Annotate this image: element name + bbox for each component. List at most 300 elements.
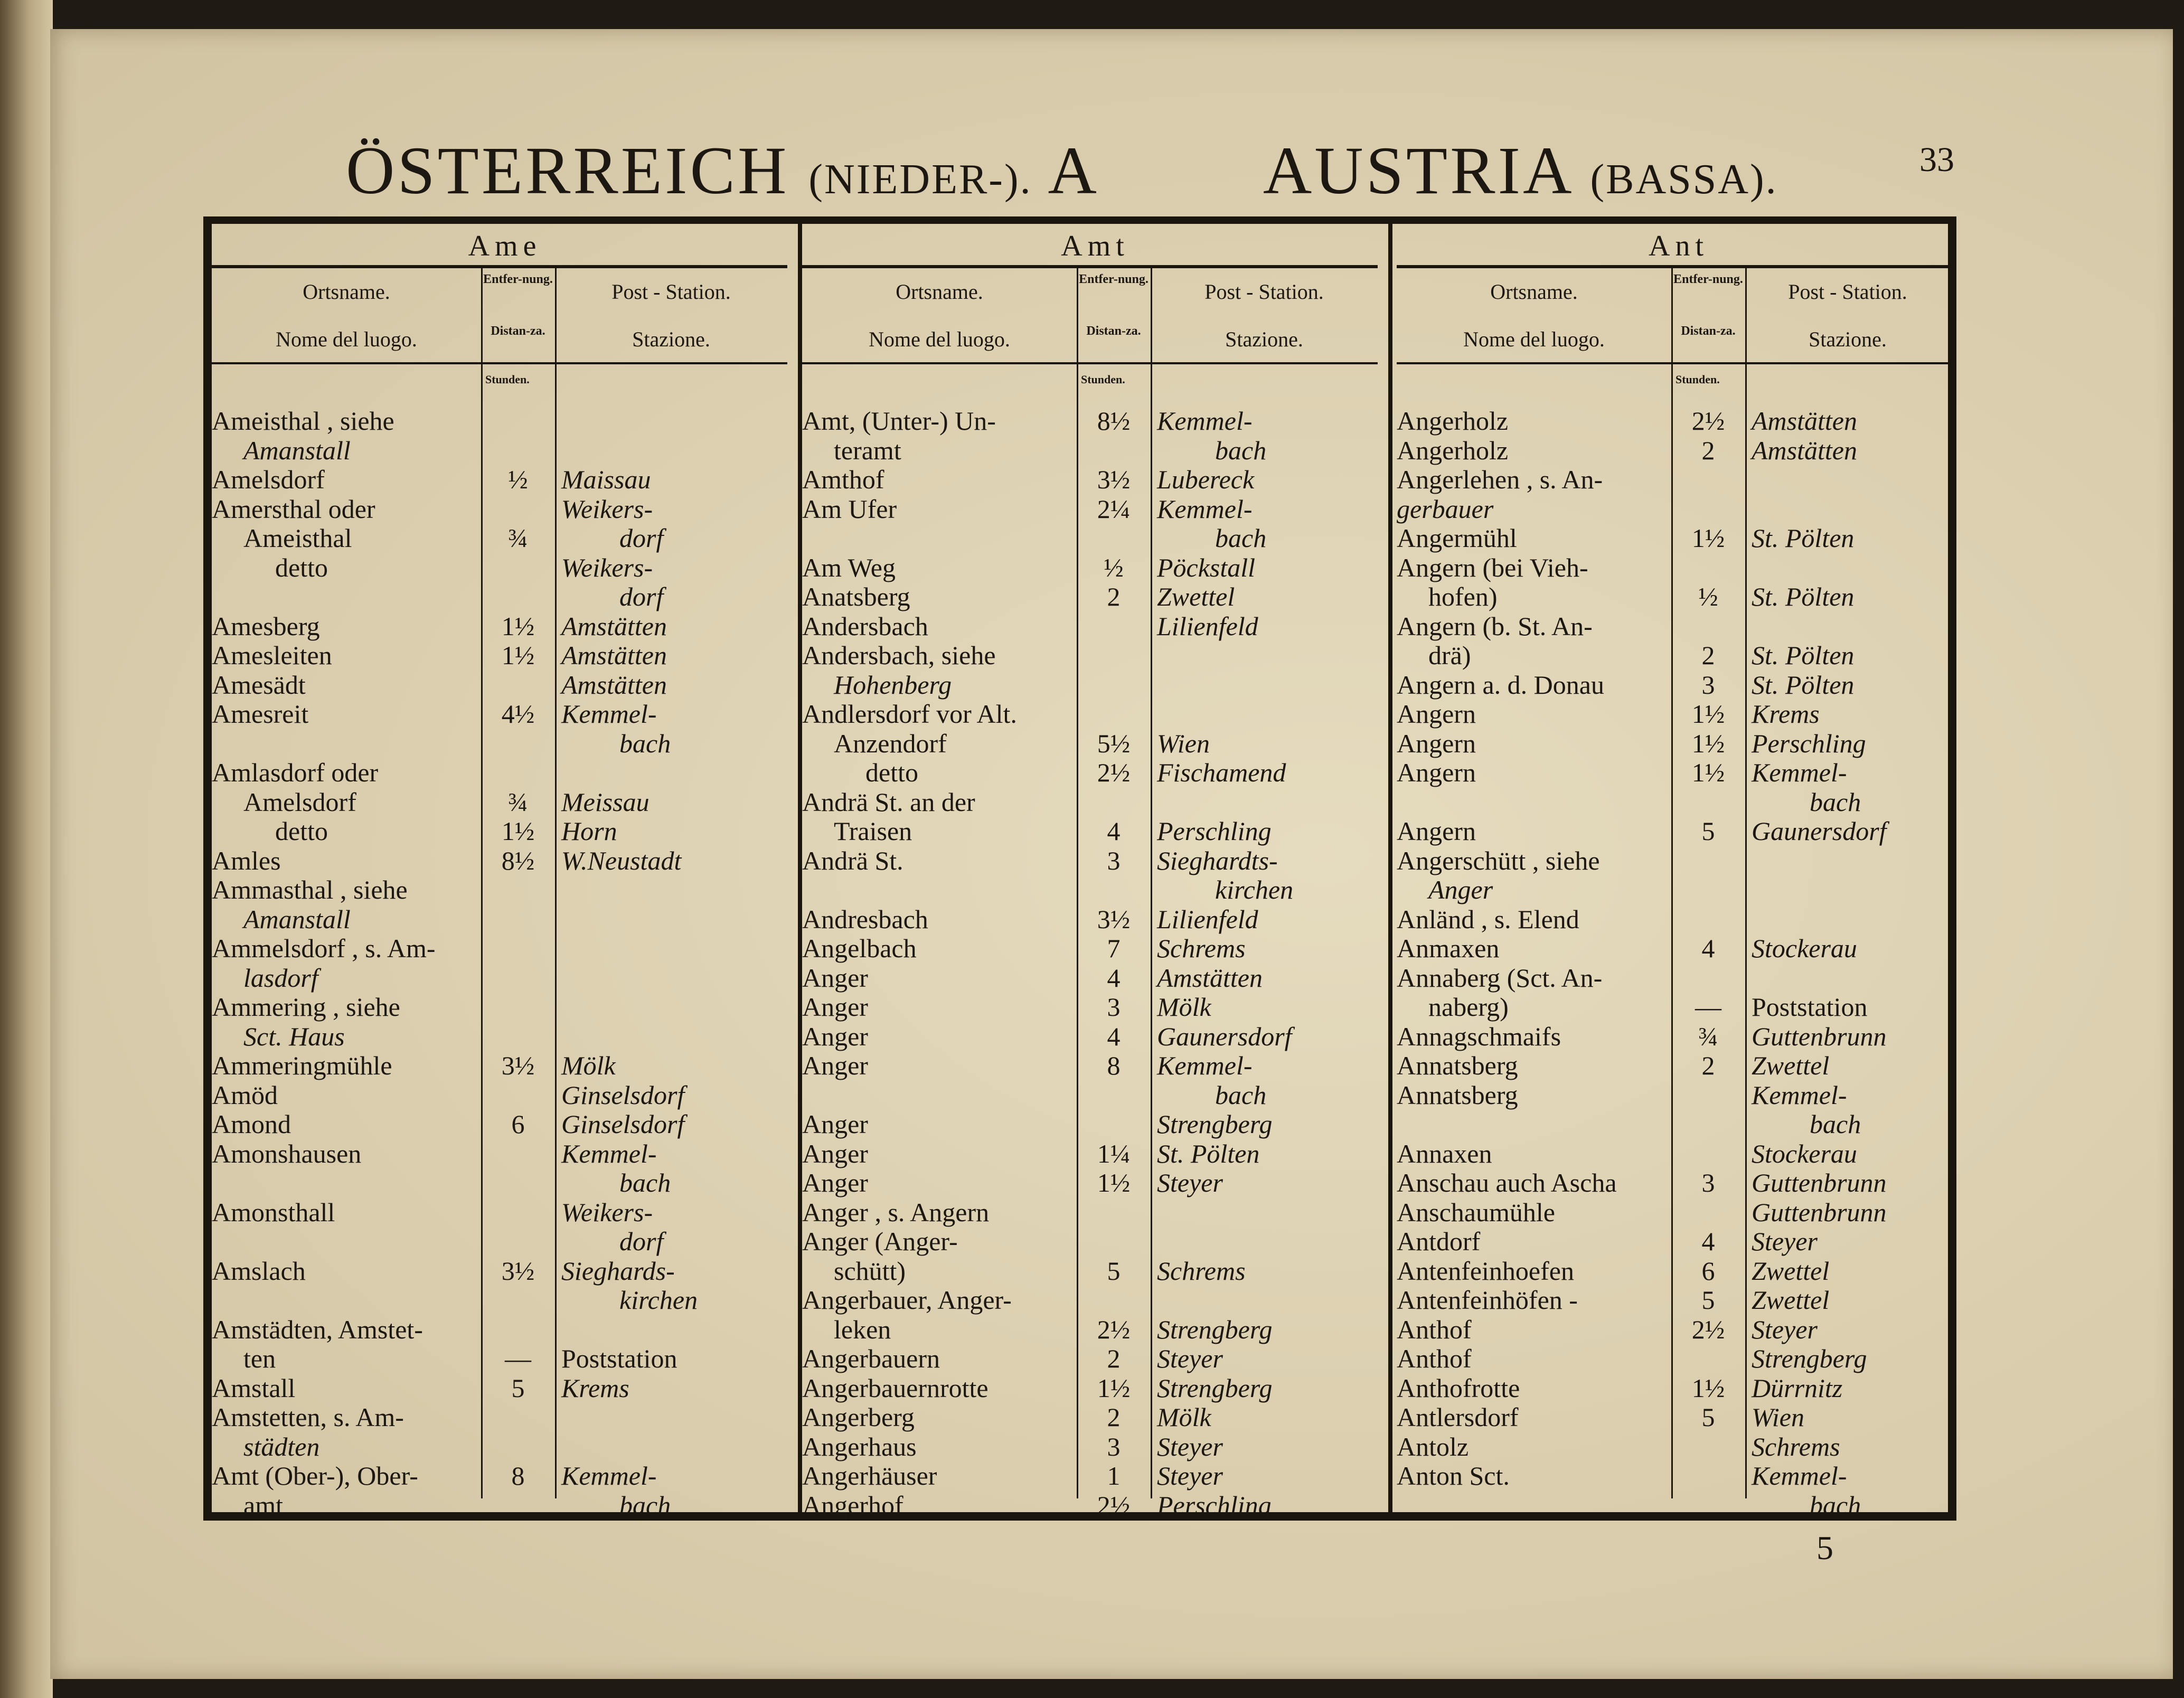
place-name: Sct. Haus <box>243 1021 345 1051</box>
distance-hours: 2½ <box>1097 1314 1131 1344</box>
table-row <box>1397 523 1961 553</box>
distance-hours: 4 <box>1107 816 1121 846</box>
table-row <box>802 1315 1388 1344</box>
post-station: Mölk <box>561 1051 616 1080</box>
table-row <box>212 875 798 904</box>
title-austria-german: ÖSTERREICH <box>346 133 789 208</box>
table-row <box>1397 1168 1961 1197</box>
place-name: Hohenberg <box>834 669 952 700</box>
column-header-place-it: Nome del luogo. <box>869 327 1010 351</box>
distance-hours: 3 <box>1701 1168 1715 1197</box>
place-name: Anmaxen <box>1397 933 1500 963</box>
table-row <box>802 963 1388 993</box>
post-station: St. Pölten <box>1157 1138 1260 1168</box>
post-station: Zwettel <box>1157 582 1235 611</box>
column-header-station-it: Stazione. <box>1809 327 1887 351</box>
table-row <box>212 1285 798 1315</box>
distance-hours: 2 <box>1107 1344 1121 1373</box>
post-station: Sieghards- <box>561 1256 675 1286</box>
heading-rule <box>212 265 787 268</box>
distance-hours: 1½ <box>1691 523 1725 553</box>
table-row <box>212 933 798 963</box>
section-ame <box>212 224 798 1520</box>
place-name: Anger (Anger- <box>802 1227 958 1256</box>
table-row <box>802 1080 1388 1110</box>
table-row <box>212 787 798 817</box>
title-bassa: (BASSA). <box>1590 156 1778 203</box>
column-header-distance-it: Distan-za. <box>1086 324 1141 338</box>
place-name: Amesreit <box>212 699 309 729</box>
table-row <box>1397 1461 1961 1491</box>
page-number: 33 <box>1919 140 1954 179</box>
table-row <box>1397 963 1961 993</box>
post-station: bach <box>619 1490 671 1520</box>
table-row <box>1397 582 1961 611</box>
table-row <box>212 465 798 494</box>
distance-hours: 2½ <box>1097 758 1131 787</box>
distance-hours: 1½ <box>501 640 535 670</box>
table-row <box>1397 846 1961 875</box>
place-name: Amt, (Unter-) Un- <box>802 406 996 436</box>
post-station: bach <box>619 728 671 758</box>
post-station: kirchen <box>1215 875 1294 904</box>
table-row <box>802 1432 1388 1461</box>
table-row <box>802 875 1388 904</box>
post-station: Amstätten <box>1157 963 1263 993</box>
table-row <box>802 494 1388 524</box>
post-station: Schrems <box>1157 1256 1246 1286</box>
table-row <box>802 1022 1388 1051</box>
post-station: Maissau <box>561 465 651 494</box>
post-station: Zwettel <box>1752 1285 1830 1315</box>
header-rule <box>802 362 1378 364</box>
column-header-distance-it: Distan-za. <box>491 324 545 338</box>
place-name: Angerhof <box>802 1490 903 1520</box>
post-station: Weikers- <box>561 494 653 524</box>
place-name: Amöd <box>212 1080 278 1110</box>
place-name: Anatsberg <box>802 582 910 611</box>
column-header-place-it: Nome del luogo. <box>1463 327 1605 351</box>
place-name: Angerbauern <box>802 1344 940 1373</box>
table-row <box>212 582 798 611</box>
table-row <box>1397 611 1961 641</box>
post-station: Lilienfeld <box>1157 611 1258 641</box>
table-row <box>212 1168 798 1197</box>
distance-hours: 2¼ <box>1097 494 1131 524</box>
post-station: Meissau <box>561 787 649 817</box>
table-row <box>802 1197 1388 1227</box>
table-row <box>1397 1432 1961 1461</box>
distance-hours: 8½ <box>501 845 535 875</box>
post-station: kirchen <box>619 1285 698 1315</box>
table-row <box>802 1373 1388 1403</box>
table-row <box>1397 1285 1961 1315</box>
place-name: Anton Sct. <box>1397 1461 1510 1491</box>
table-row <box>212 758 798 787</box>
distance-hours: 5 <box>1107 1256 1121 1286</box>
table-row <box>1397 1109 1961 1139</box>
column-header-station-de: Post - Station. <box>1204 280 1324 304</box>
section-heading: Ant <box>1649 230 1709 262</box>
page-title <box>346 132 1877 210</box>
table-row <box>802 1285 1388 1315</box>
post-station: Perschling <box>1157 816 1272 846</box>
post-station: Zwettel <box>1752 1051 1830 1080</box>
distance-hours: 1½ <box>1691 1373 1725 1403</box>
post-station: Kemmel- <box>1752 1461 1847 1491</box>
post-station: bach <box>1810 1490 1861 1520</box>
table-row <box>802 406 1388 436</box>
distance-hours: 2½ <box>1097 1490 1131 1520</box>
title-nieder: (NIEDER-). <box>808 156 1032 203</box>
table-row <box>212 699 798 729</box>
table-row <box>1397 1022 1961 1051</box>
place-name: Amersthal oder <box>212 494 375 524</box>
distance-hours: ¾ <box>508 787 528 817</box>
table-row <box>1397 1139 1961 1168</box>
table-row <box>1397 1344 1961 1373</box>
place-name: Amt (Ober-), Ober- <box>212 1461 418 1491</box>
table-row <box>212 494 798 524</box>
place-name: teramt <box>834 435 901 465</box>
table-row <box>212 436 798 465</box>
table-row <box>802 904 1388 934</box>
place-name: Amesleiten <box>212 640 332 670</box>
table-row <box>212 1051 798 1080</box>
post-station: St. Pölten <box>1752 523 1854 553</box>
table-row <box>212 963 798 993</box>
place-name: Anschaumühle <box>1397 1197 1555 1227</box>
distance-hours: 1½ <box>1691 728 1725 758</box>
table-row <box>802 640 1388 670</box>
place-name: Antdorf <box>1397 1227 1481 1256</box>
post-station: Mölk <box>1157 1402 1211 1432</box>
table-row <box>1397 1256 1961 1286</box>
place-name: Angermühl <box>1397 523 1517 553</box>
place-name: Angerholz <box>1397 435 1509 465</box>
table-row <box>1397 553 1961 582</box>
distance-hours: ½ <box>1104 552 1124 582</box>
distance-hours: 2 <box>1701 435 1715 465</box>
post-station: Pöckstall <box>1157 552 1256 582</box>
place-name: Anger <box>802 1168 868 1197</box>
place-name: Amlasdorf oder <box>212 758 379 787</box>
place-name: Traisen <box>834 816 912 846</box>
table-row <box>1397 992 1961 1022</box>
distance-hours: 1½ <box>1097 1373 1131 1403</box>
post-station: Kemmel- <box>1752 1080 1847 1110</box>
place-name: Annatsberg <box>1397 1051 1518 1080</box>
place-name: naberg) <box>1428 992 1509 1022</box>
column-header-station-it: Stazione. <box>1225 327 1303 351</box>
post-station: bach <box>1215 435 1267 465</box>
post-station: Poststation <box>1752 992 1868 1022</box>
table-row <box>212 1402 798 1432</box>
distance-hours: 3½ <box>501 1051 535 1080</box>
place-name: Anger <box>802 992 868 1022</box>
column-header-station-it: Stazione. <box>632 327 710 351</box>
post-station: bach <box>1810 787 1861 817</box>
heading-rule <box>802 265 1378 268</box>
column-header-station-de: Post - Station. <box>611 280 731 304</box>
post-station: Mölk <box>1157 992 1211 1022</box>
post-station: Kemmel- <box>1752 758 1847 787</box>
post-station: St. Pölten <box>1752 640 1854 670</box>
post-station: Steyer <box>1157 1168 1223 1197</box>
place-name: Angerbauernrotte <box>802 1373 989 1403</box>
table-row <box>1397 640 1961 670</box>
distance-hours: 2 <box>1107 1402 1121 1432</box>
gazetteer-table <box>203 216 1956 1521</box>
distance-hours: 1½ <box>501 816 535 846</box>
place-name: Amanstall <box>243 904 351 934</box>
table-row <box>802 1461 1388 1491</box>
place-name: Angelbach <box>802 933 917 963</box>
post-station: Amstätten <box>561 669 667 700</box>
distance-hours: 5 <box>1701 816 1715 846</box>
distance-hours: 3½ <box>1097 465 1131 494</box>
table-row <box>1397 494 1961 524</box>
distance-hours: 8 <box>511 1461 525 1491</box>
post-station: Kemmel- <box>561 699 657 729</box>
distance-hours: 5 <box>1701 1402 1715 1432</box>
place-name: Antlersdorf <box>1397 1402 1519 1432</box>
place-name: Anger , s. Angern <box>802 1197 990 1227</box>
post-station: Lubereck <box>1157 465 1255 494</box>
table-row <box>802 1402 1388 1432</box>
distance-hours: 1¼ <box>1097 1138 1131 1168</box>
post-station: dorf <box>619 1227 664 1256</box>
post-station: bach <box>1810 1109 1861 1139</box>
place-name: Antenfeinhöfen - <box>1397 1285 1578 1315</box>
place-name: Angerschütt , siehe <box>1397 845 1600 875</box>
title-austria-italian: AUSTRIA <box>1263 133 1571 208</box>
distance-hours: 4 <box>1701 933 1715 963</box>
post-station: bach <box>1215 1080 1267 1110</box>
place-name: Anger <box>802 1051 868 1080</box>
table-row <box>1397 875 1961 904</box>
table-row <box>212 523 798 553</box>
place-name: Angern <box>1397 816 1476 846</box>
table-row <box>802 729 1388 758</box>
book-page <box>50 29 2173 1679</box>
place-name: Angerhaus <box>802 1431 917 1461</box>
place-name: Amstädten, Amstet- <box>212 1314 423 1344</box>
place-name: Ammelsdorf , s. Am- <box>212 933 436 963</box>
post-station: Horn <box>561 816 617 846</box>
post-station: Krems <box>561 1373 629 1403</box>
post-station: W.Neustadt <box>561 845 682 875</box>
place-name: Angerhäuser <box>802 1461 937 1491</box>
place-name: Angerbauer, Anger- <box>802 1285 1012 1315</box>
distance-hours: 4 <box>1701 1227 1715 1256</box>
distance-hours: 3 <box>1107 1431 1121 1461</box>
distance-hours: 5 <box>1701 1285 1715 1315</box>
place-name: Andersbach, siehe <box>802 640 996 670</box>
post-station: Amstätten <box>1752 435 1857 465</box>
post-station: Gaunersdorf <box>1752 816 1887 846</box>
place-name: lasdorf <box>243 963 318 993</box>
table-row <box>802 1051 1388 1080</box>
distance-hours: 1½ <box>1691 699 1725 729</box>
post-station: Weikers- <box>561 1197 653 1227</box>
distance-hours: 4 <box>1107 963 1121 993</box>
place-name: Amesädt <box>212 669 306 700</box>
post-station: Gaunersdorf <box>1157 1021 1292 1051</box>
signature-mark: 5 <box>1816 1529 1833 1567</box>
table-row <box>212 670 798 700</box>
post-station: Perschling <box>1752 728 1866 758</box>
post-station: bach <box>619 1168 671 1197</box>
place-name: Ammeringmühle <box>212 1051 392 1080</box>
distance-hours: — <box>505 1344 531 1373</box>
table-row <box>212 1344 798 1373</box>
column-header-distance-de: Entfer-nung. <box>483 272 553 286</box>
table-row <box>802 1491 1388 1520</box>
place-name: Ammasthal , siehe <box>212 875 408 904</box>
table-row <box>802 611 1388 641</box>
place-name: Angern <box>1397 728 1476 758</box>
place-name: Angern <box>1397 699 1476 729</box>
post-station: Strengberg <box>1752 1344 1867 1373</box>
place-name: Am Ufer <box>802 494 897 524</box>
place-name: schütt) <box>834 1256 906 1286</box>
place-name: Andresbach <box>802 904 928 934</box>
place-name: Andrä St. an der <box>802 787 975 817</box>
distance-hours: 5½ <box>1097 728 1131 758</box>
column-header-distance-de: Entfer-nung. <box>1079 272 1149 286</box>
post-station: Stockerau <box>1752 1138 1857 1168</box>
place-name: Ameisthal <box>243 523 352 553</box>
place-name: Annaberg (Sct. An- <box>1397 963 1603 993</box>
table-row <box>1397 1080 1961 1110</box>
table-row <box>212 1315 798 1344</box>
post-station: dorf <box>619 582 664 611</box>
post-station: Sieghardts- <box>1157 845 1278 875</box>
table-row <box>1397 1197 1961 1227</box>
section-heading: Amt <box>1061 230 1129 262</box>
table-row <box>212 553 798 582</box>
column-header-place-de: Ortsname. <box>303 280 390 304</box>
table-row <box>212 1109 798 1139</box>
table-row <box>212 1432 798 1461</box>
table-row <box>1397 816 1961 846</box>
table-row <box>212 816 798 846</box>
distance-hours: 1 <box>1107 1461 1121 1491</box>
place-name: Andersbach <box>802 611 928 641</box>
table-row <box>802 465 1388 494</box>
post-station: Kemmel- <box>561 1461 657 1491</box>
table-row <box>212 1022 798 1051</box>
table-row <box>1397 465 1961 494</box>
table-row <box>802 787 1388 817</box>
post-station: Lilienfeld <box>1157 904 1258 934</box>
place-name: detto <box>275 552 328 582</box>
distance-hours: 3 <box>1701 669 1715 700</box>
distance-unit-label: Stunden. <box>1081 373 1125 386</box>
place-name: Anthof <box>1397 1344 1472 1373</box>
post-station: dorf <box>619 523 664 553</box>
post-station: Ginselsdorf <box>561 1080 685 1110</box>
post-station: Stockerau <box>1752 933 1857 963</box>
post-station: bach <box>1215 523 1267 553</box>
distance-unit-label: Stunden. <box>1675 373 1720 386</box>
column-header-place-de: Ortsname. <box>1490 280 1578 304</box>
table-row <box>212 1139 798 1168</box>
table-row <box>1397 758 1961 787</box>
table-row <box>802 1344 1388 1373</box>
place-name: Anger <box>1428 875 1493 904</box>
place-name: detto <box>865 758 918 787</box>
table-row <box>802 1139 1388 1168</box>
table-row <box>1397 933 1961 963</box>
distance-hours: 2½ <box>1691 406 1725 436</box>
table-row <box>212 992 798 1022</box>
distance-hours: 2 <box>1701 640 1715 670</box>
post-station: Kemmel- <box>561 1138 657 1168</box>
distance-hours: 1½ <box>501 611 535 641</box>
place-name: Amesberg <box>212 611 320 641</box>
post-station: Steyer <box>1752 1314 1818 1344</box>
post-station: Fischamend <box>1157 758 1286 787</box>
distance-hours: 3 <box>1107 992 1121 1022</box>
post-station: Kemmel- <box>1157 406 1253 436</box>
place-name: Annatsberg <box>1397 1080 1518 1110</box>
table-row <box>1397 436 1961 465</box>
distance-hours: ¾ <box>508 523 528 553</box>
table-row <box>802 816 1388 846</box>
place-name: Angerholz <box>1397 406 1509 436</box>
place-name: amt <box>243 1490 283 1520</box>
distance-hours: 4 <box>1107 1021 1121 1051</box>
place-name: Amonsthall <box>212 1197 335 1227</box>
post-station: Krems <box>1752 699 1820 729</box>
place-name: Amslach <box>212 1256 306 1286</box>
section-amt <box>802 224 1388 1520</box>
table-row <box>1397 1373 1961 1403</box>
table-row <box>1397 787 1961 817</box>
distance-hours: 3 <box>1107 845 1121 875</box>
place-name: Anthofrotte <box>1397 1373 1520 1403</box>
table-row <box>802 992 1388 1022</box>
distance-hours: 8½ <box>1097 406 1131 436</box>
table-row <box>802 758 1388 787</box>
distance-hours: 1½ <box>1691 758 1725 787</box>
post-station: Schrems <box>1157 933 1246 963</box>
distance-hours: 2½ <box>1691 1314 1725 1344</box>
distance-unit-label: Stunden. <box>485 373 530 386</box>
table-row <box>212 1197 798 1227</box>
place-name: Amstetten, s. Am- <box>212 1402 404 1432</box>
post-station: Guttenbrunn <box>1752 1021 1887 1051</box>
table-row <box>802 582 1388 611</box>
place-name: Anger <box>802 1138 868 1168</box>
post-station: Strengberg <box>1157 1373 1273 1403</box>
section-separator <box>1388 224 1392 1512</box>
place-name: Amelsdorf <box>212 465 325 494</box>
column-header-distance-de: Entfer-nung. <box>1673 272 1743 286</box>
post-station: St. Pölten <box>1752 582 1854 611</box>
place-name: Anger <box>802 1021 868 1051</box>
place-name: Amthof <box>802 465 884 494</box>
place-name: Anthof <box>1397 1314 1472 1344</box>
table-row <box>212 1256 798 1286</box>
distance-hours: ¾ <box>1698 1021 1718 1051</box>
place-name: Annagschmaifs <box>1397 1021 1561 1051</box>
distance-hours: 1½ <box>1097 1168 1131 1197</box>
table-row <box>802 846 1388 875</box>
place-name: Am Weg <box>802 552 896 582</box>
